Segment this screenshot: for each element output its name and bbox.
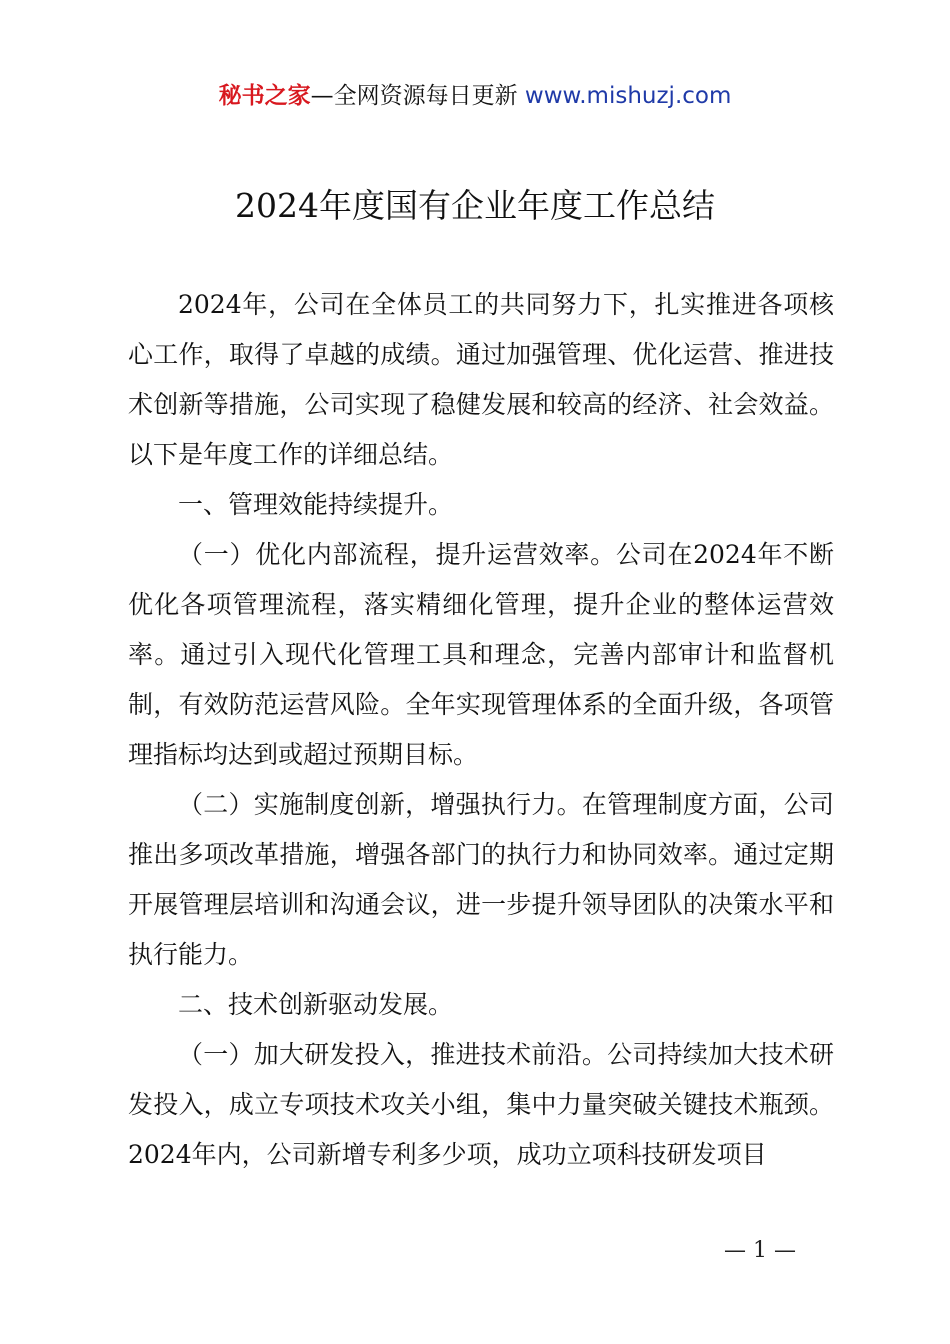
site-brand: 秘书之家 bbox=[218, 83, 311, 109]
site-tagline: —全网资源每日更新 bbox=[310, 83, 525, 109]
document-title: 2024年度国有企业年度工作总结 bbox=[235, 186, 715, 225]
intro-paragraph: 2024年，公司在全体员工的共同努力下，扎实推进各项核心工作，取得了卓越的成绩。通过加强管理、优化运营、推进技术创新等措施，公司实现了稳健发展和较高的经济、社会效益。以下是年度工作的详细总结。 bbox=[128, 290, 834, 469]
subsection-paragraph-1-2: （二）实施制度创新，增强执行力。在管理制度方面，公司推出多项改革措施，增强各部门的执行力和协同效率。通过定期开展管理层培训和沟通会议，进一步提升领导团队的决策水平和执行能力。 bbox=[128, 790, 834, 969]
site-header bbox=[0, 80, 950, 112]
subsection-paragraph-2-1: （一）加大研发投入，推进技术前沿。公司持续加大技术研发投入，成立专项技术攻关小组，集中力量突破关键技术瓶颈。2024年内，公司新增专利多少项，成功立项科技研发项目 bbox=[128, 1040, 834, 1169]
section-heading-1: 一、管理效能持续提升。 bbox=[178, 490, 454, 519]
document-body bbox=[128, 280, 834, 1180]
subsection-paragraph-1-1: （一）优化内部流程，提升运营效率。公司在2024年不断优化各项管理流程，落实精细化管理，提升企业的整体运营效率。通过引入现代化管理工具和理念，完善内部审计和监督机制，有效防范运营风险。全年实现管理体系的全面升级，各项管理指标均达到或超过预期目标。 bbox=[128, 540, 834, 769]
page-number: — 1 — bbox=[724, 1238, 796, 1263]
section-heading-2: 二、技术创新驱动发展。 bbox=[178, 990, 454, 1019]
site-url-link[interactable]: www.mishuzj.com bbox=[524, 83, 732, 109]
